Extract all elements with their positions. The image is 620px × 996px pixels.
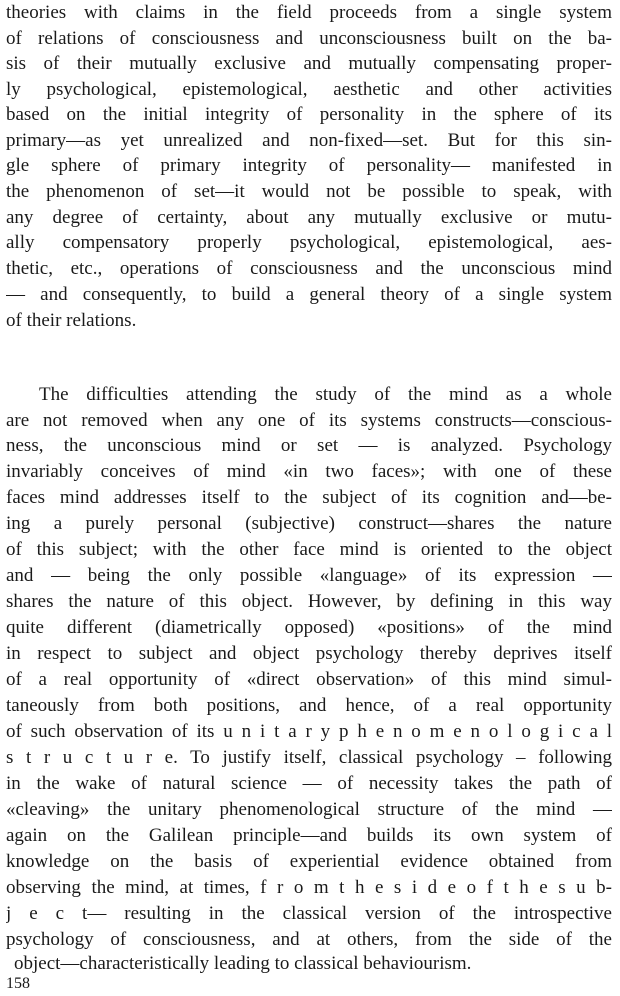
paragraph-2-line: of this subject; with the other face mind is oriented to the object — [6, 539, 612, 560]
paragraph-2-line: quite different (diametrically opposed) «positions» of the mind — [6, 617, 612, 638]
paragraph-2-line: of such observation of its u n i t a r y p h e n o m e n o l o g i c a l — [6, 721, 612, 742]
paragraph-2-line: taneously from both positions, and hence, of a real opportunity — [6, 695, 612, 716]
paragraph-2-line: s t r u c t u r e. To justify itself, classical psychology – following — [6, 747, 612, 768]
paragraph-1-line: based on the initial integrity of personality in the sphere of its — [6, 104, 612, 125]
paragraph-2-line: again on the Galilean principle—and builds its own system of — [6, 825, 612, 846]
paragraph-2-line: invariably conceives of mind «in two faces»; with one of these — [6, 461, 612, 482]
paragraph-1-line: ally compensatory properly psychological, epistemological, aes- — [6, 232, 612, 253]
page-number: 158 — [6, 975, 30, 992]
paragraph-1-line: theories with claims in the field proceeds from a single system — [6, 2, 612, 23]
paragraph-1-line: of relations of consciousness and unconsciousness built on the ba- — [6, 28, 612, 49]
paragraph-2-line: knowledge on the basis of experiential evidence obtained from — [6, 851, 612, 872]
paragraph-2-line: The difficulties attending the study of the mind as a whole — [39, 384, 612, 405]
paragraph-1-line: of their relations. — [6, 310, 137, 331]
paragraph-2-line: are not removed when any one of its systems constructs—conscious- — [6, 410, 612, 431]
paragraph-2-line: in respect to subject and object psychology thereby deprives itself — [6, 643, 612, 664]
paragraph-2-line: ing a purely personal (subjective) construct—shares the nature — [6, 513, 612, 534]
paragraph-2-line: in the wake of natural science — of necessity takes the path of — [6, 773, 612, 794]
paragraph-2-line: observing the mind, at times, f r o m t h e s i d e o f t h e s u b- — [6, 877, 612, 898]
paragraph-1-line: gle sphere of primary integrity of personality— manifested in — [6, 155, 612, 176]
paragraph-1-line: thetic, etc., operations of consciousness and the unconscious mind — [6, 258, 612, 279]
paragraph-2-line: psychology of consciousness, and at others, from the side of the — [6, 929, 612, 950]
paragraph-2-line: and — being the only possible «language» of its expression — — [6, 565, 612, 586]
paragraph-1-line: — and consequently, to build a general theory of a single system — [6, 284, 612, 305]
paragraph-2-line: j e c t— resulting in the classical version of the introspective — [6, 903, 612, 924]
paragraph-2-line: of a real opportunity of «direct observation» of this mind simul- — [6, 669, 612, 690]
paragraph-1-line: the phenomenon of set—it would not be possible to speak, with — [6, 181, 612, 202]
paragraph-2-line: «cleaving» the unitary phenomenological structure of the mind — — [6, 799, 612, 820]
paragraph-2-line: shares the nature of this object. However, by defining in this way — [6, 591, 612, 612]
paragraph-1-line: sis of their mutually exclusive and mutually compensating proper- — [6, 53, 612, 74]
paragraph-2-line: object—characteristically leading to classical behaviourism. — [14, 953, 472, 974]
paragraph-2-line: faces mind addresses itself to the subject of its cognition and—be- — [6, 487, 612, 508]
paragraph-1-line: any degree of certainty, about any mutually exclusive or mutu- — [6, 207, 612, 228]
paragraph-1-line: ly psychological, epistemological, aesthetic and other activities — [6, 79, 612, 100]
paragraph-2-line: ness, the unconscious mind or set — is analyzed. Psychology — [6, 435, 612, 456]
paragraph-1-line: primary—as yet unrealized and non-fixed—set. But for this sin- — [6, 130, 612, 151]
